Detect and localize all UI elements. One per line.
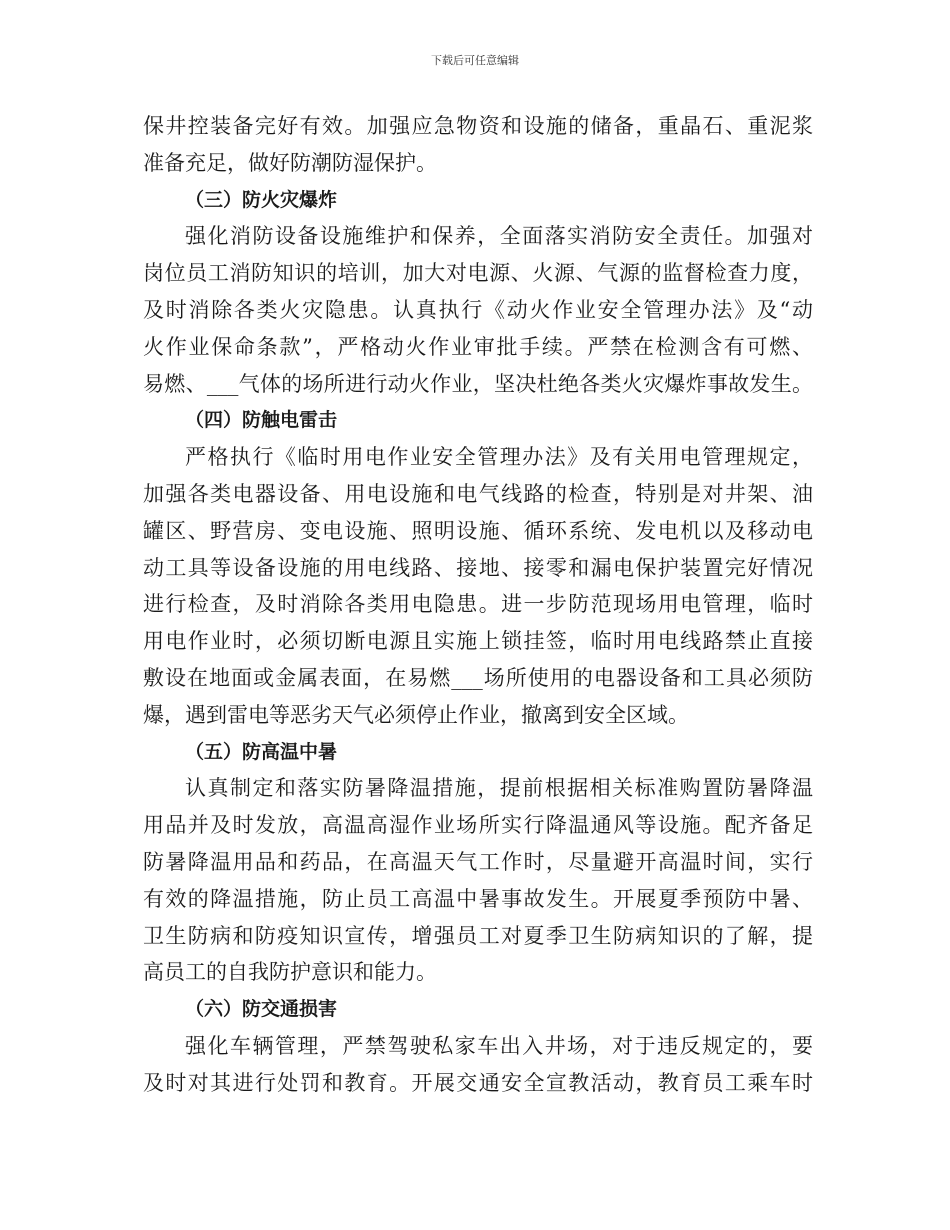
text-line: 用电作业时，必须切断电源且实施上锁挂签，临时用电线路禁止直接: [143, 629, 813, 654]
paragraph-continuation: [143, 108, 813, 182]
text-line: 认真制定和落实防暑降温措施，提前根据相关标准购置防暑降温: [185, 776, 813, 801]
text-line: 动工具等设备设施的用电线路、接地、接零和漏电保护装置完好情况: [143, 555, 813, 580]
page-header: 下载后可任意编辑: [431, 54, 519, 67]
text-line: 及时对其进行处罚和教育。开展交通安全宣教活动，教育员工乘车时: [143, 1070, 813, 1095]
text-line: 罐区、野营房、变电设施、照明设施、循环系统、发电机以及移动电: [143, 518, 813, 543]
text-line: 加强各类电器设备、用电设施和电气线路的检查，特别是对井架、油: [143, 481, 813, 506]
text-line: 易燃、___气体的场所进行动火作业，坚决杜绝各类火灾爆炸事故发生。: [143, 371, 813, 396]
paragraph-heat: [143, 770, 813, 991]
text-line: 进行检查，及时消除各类用电隐患。进一步防范现场用电管理，临时: [143, 592, 813, 617]
text-line: 卫生防病和防疫知识宣传，增强员工对夏季卫生防病知识的了解，提: [143, 923, 813, 948]
text-line: 有效的降温措施，防止员工高温中暑事故发生。开展夏季预防中暑、: [143, 886, 813, 911]
text-line: 强化消防设备设施维护和保养，全面落实消防安全责任。加强对: [185, 224, 813, 249]
paragraph-electric: [143, 439, 813, 733]
paragraph-fire: [143, 218, 813, 402]
section-heading-electric: （四）防触电雷击: [185, 409, 338, 432]
text-line: 严格执行《临时用电作业安全管理办法》及有关用电管理规定，: [185, 445, 813, 470]
document-body: [143, 108, 813, 1102]
text-line: 强化车辆管理，严禁驾驶私家车出入井场，对于违反规定的，要: [185, 1033, 813, 1058]
paragraph-traffic: [143, 1028, 813, 1102]
text-line: 岗位员工消防知识的培训，加大对电源、火源、气源的监督检查力度，: [143, 261, 813, 286]
text-line: 防暑降温用品和药品，在高温天气工作时，尽量避开高温时间，实行: [143, 849, 813, 874]
text-line: 高员工的自我防护意识和能力。: [143, 960, 437, 985]
text-line: 准备充足，做好防潮防湿保护。: [143, 150, 437, 175]
text-line: 火作业保命条款”，严格动火作业审批手续。严禁在检测含有可燃、: [143, 334, 813, 359]
text-line: 保井控装备完好有效。加强应急物资和设施的储备，重晶石、重泥浆: [143, 114, 813, 138]
section-heading-heat: （五）防高温中暑: [185, 740, 338, 763]
text-line: 及时消除各类火灾隐患。认真执行《动火作业安全管理办法》及“动: [143, 297, 813, 322]
text-line: 用品并及时发放，高温高湿作业场所实行降温通风等设施。配齐备足: [143, 813, 813, 838]
text-line: 爆，遇到雷电等恶劣天气必须停止作业，撤离到安全区域。: [143, 702, 689, 727]
section-heading-fire: （三）防火灾爆炸: [185, 188, 338, 211]
section-heading-traffic: （六）防交通损害: [185, 998, 338, 1021]
text-line: 敷设在地面或金属表面，在易燃___场所使用的电器设备和工具必须防: [143, 665, 813, 690]
